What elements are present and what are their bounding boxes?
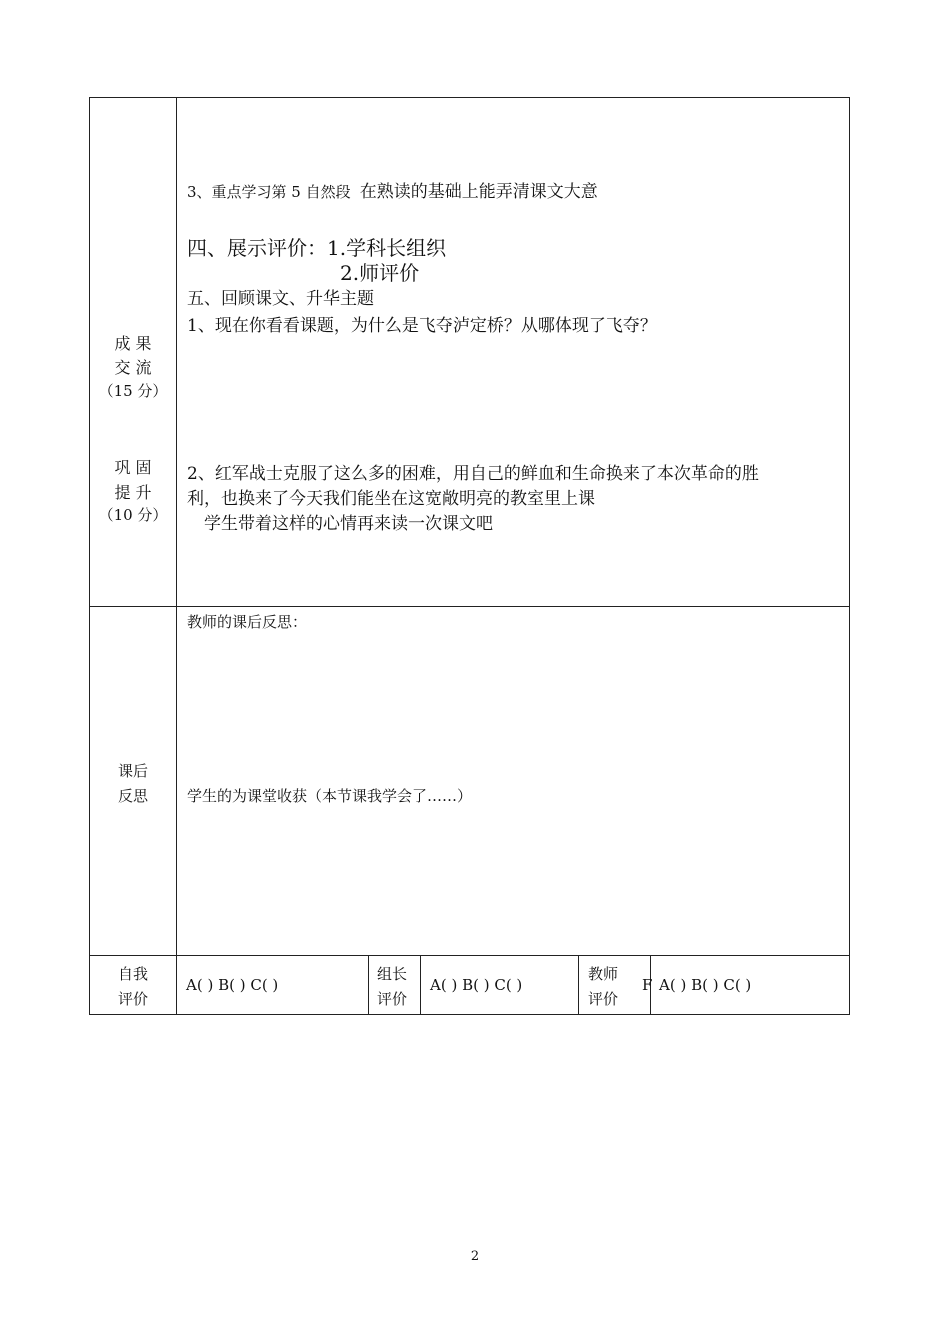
item-3-prefix: 3、重点学习第 5 自然段 <box>187 183 351 201</box>
section-4-title: 四、展示评价：1.学科长组织 <box>187 236 447 260</box>
label-consolidate-2: 提 升 <box>114 483 152 502</box>
table-column-divider <box>176 97 177 1015</box>
student-gain: 学生的为课堂收获（本节课我学会了……） <box>187 787 473 805</box>
eval-divider-3 <box>578 955 579 1015</box>
label-group-eval-2: 评价 <box>377 990 408 1008</box>
label-results-exchange-1: 成 果 <box>114 334 152 353</box>
section-5-title: 五、回顾课文、升华主题 <box>187 289 374 309</box>
section-4-item-2: 2.师评价 <box>340 261 420 285</box>
label-results-exchange-2: 交 流 <box>114 358 152 377</box>
eval-divider-1 <box>368 955 369 1015</box>
item-3-main: 在熟读的基础上能弄清课文大意 <box>359 182 598 202</box>
eval-divider-2 <box>420 955 421 1015</box>
question-1: 1、现在你看看课题，为什么是飞夺泸定桥？从哪体现了飞夺？ <box>187 316 657 336</box>
label-teacher-eval-1: 教师 <box>588 965 619 983</box>
question-2-line-1: 2、红军战士克服了这么多的困难，用自己的鲜血和生命换来了本次革命的胜 <box>187 464 759 484</box>
teacher-eval-options: A( ) B( ) C( ) <box>659 976 752 994</box>
page-number: 2 <box>470 1249 480 1264</box>
group-eval-options: A( ) B( ) C( ) <box>430 976 523 994</box>
question-2-line-3: 学生带着这样的心情再来读一次课文吧 <box>204 514 493 534</box>
teacher-eval-clipped-char: F <box>642 976 653 994</box>
table-border-right <box>849 97 850 1015</box>
label-group-eval-1: 组长 <box>377 965 408 983</box>
label-consolidate-time: （10 分） <box>98 506 168 524</box>
label-reflection-2: 反思 <box>117 787 148 805</box>
self-eval-options: A( ) B( ) C( ) <box>186 976 279 994</box>
label-consolidate-1: 巩 固 <box>114 458 152 477</box>
teacher-reflection: 教师的课后反思： <box>187 613 308 631</box>
item-3 <box>187 177 598 202</box>
label-self-eval-1: 自我 <box>117 965 148 983</box>
question-2-line-2: 利，也换来了今天我们能坐在这宽敞明亮的教室里上课 <box>187 489 595 509</box>
label-results-exchange-time: （15 分） <box>98 382 168 400</box>
table-border-bottom <box>89 1014 850 1015</box>
label-reflection-1: 课后 <box>117 762 148 780</box>
table-row-divider-2 <box>89 955 850 956</box>
label-teacher-eval-2: 评价 <box>588 990 619 1008</box>
table-border-left <box>89 97 90 1015</box>
label-self-eval-2: 评价 <box>117 990 148 1008</box>
table-border-top <box>89 97 850 98</box>
table-row-divider-1 <box>89 606 850 607</box>
